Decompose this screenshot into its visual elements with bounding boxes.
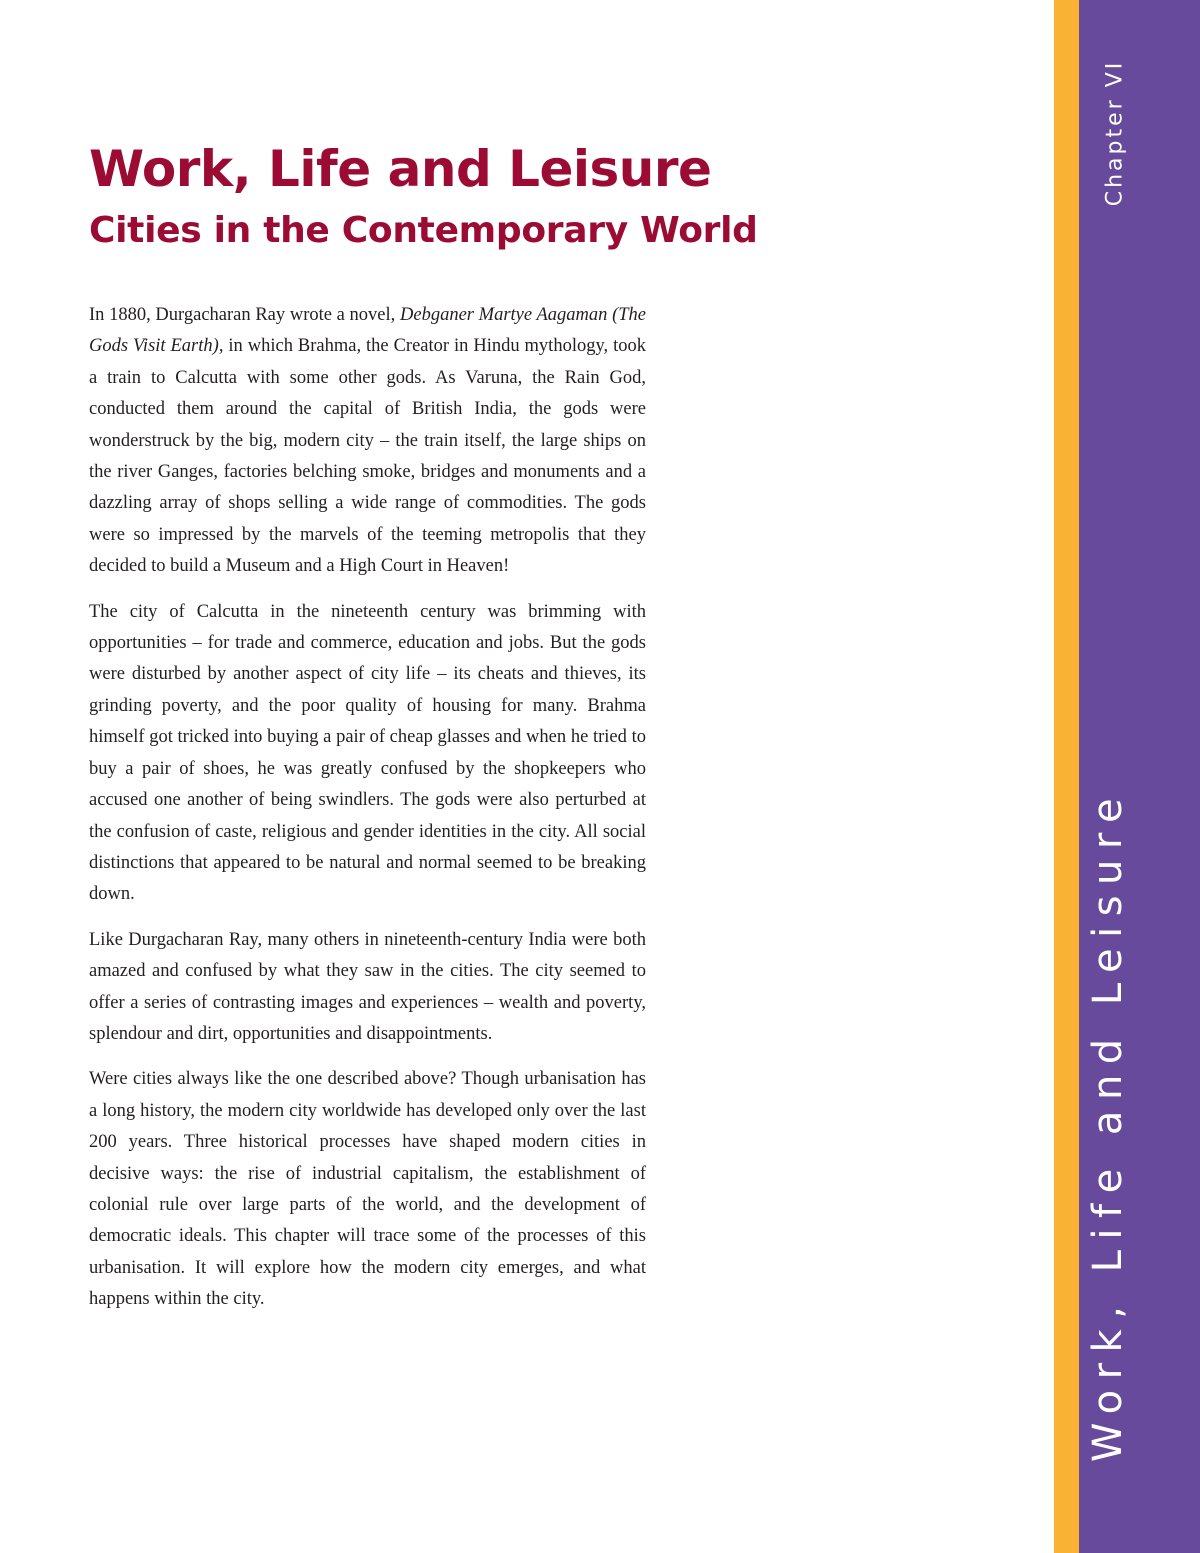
novel-title: Debganer Martye Aagaman [400, 305, 608, 325]
paragraph-1-rest: , in which Brahma, the Creator in Hindu mythology, took a train to Calcutta with some other gods. As Varuna, the Rain God, conducted them around the capital of British India, the gods were wonderstruck by the big, modern city – the train itself, the large ships on the river Ganges, factories belching smoke, bridges and monuments and a dazzling array of shops selling a wide range of commodities. The gods were so impressed by the marvels of the teeming metropolis that they decided to build a Museum and a High Court in Heaven! [89, 336, 646, 577]
chapter-title: Work, Life and Leisure [89, 140, 712, 198]
chapter-body [89, 300, 646, 1330]
paragraph-2: The city of Calcutta in the nineteenth century was brimming with opportunities – for trade and commerce, education and jobs. But the gods were disturbed by another aspect of city life – its cheats and thieves, its grinding poverty, and the poor quality of housing for many. Brahma himself got tricked into buying a pair of cheap glasses and when he tried to buy a pair of shoes, he was greatly confused by the shopkeepers who accused one another of being swindlers. The gods were also perturbed at the confusion of caste, religious and gender identities in the city. All social distinctions that appeared to be natural and normal seemed to be breaking down. [89, 601, 646, 905]
paragraph-4: Were cities always like the one described above? Though urbanisation has a long history, the modern city worldwide has developed only over the last 200 years. Three historical processes have shaped modern cities in decisive ways: the rise of industrial capitalism, the establishment of colonial rule over large parts of the world, and the development of democratic ideals. This chapter will trace some of the processes of this urbanisation. It will explore how the modern city emerges, and what happens within the city. [89, 1069, 646, 1310]
sidebar-orange-stripe [1054, 0, 1079, 1553]
chapter-number-label: Chapter VI [1102, 59, 1128, 207]
chapter-subtitle: Cities in the Contemporary World [89, 210, 758, 251]
paragraph-3: Like Durgacharan Ray, many others in nineteenth-century India were both amazed and confused by what they saw in the cities. The city seemed to offer a series of contrasting images and experiences – wealth and poverty, splendour and dirt, opportunities and disappointments. [89, 929, 646, 1044]
novel-title-translation: (The Gods Visit Earth) [89, 305, 647, 357]
paragraph-1 [89, 300, 646, 583]
paragraph-1-intro: In 1880, Durgacharan Ray wrote a novel, [89, 305, 396, 325]
sidebar-vertical-title: Work, Life and Leisure [1085, 787, 1131, 1463]
